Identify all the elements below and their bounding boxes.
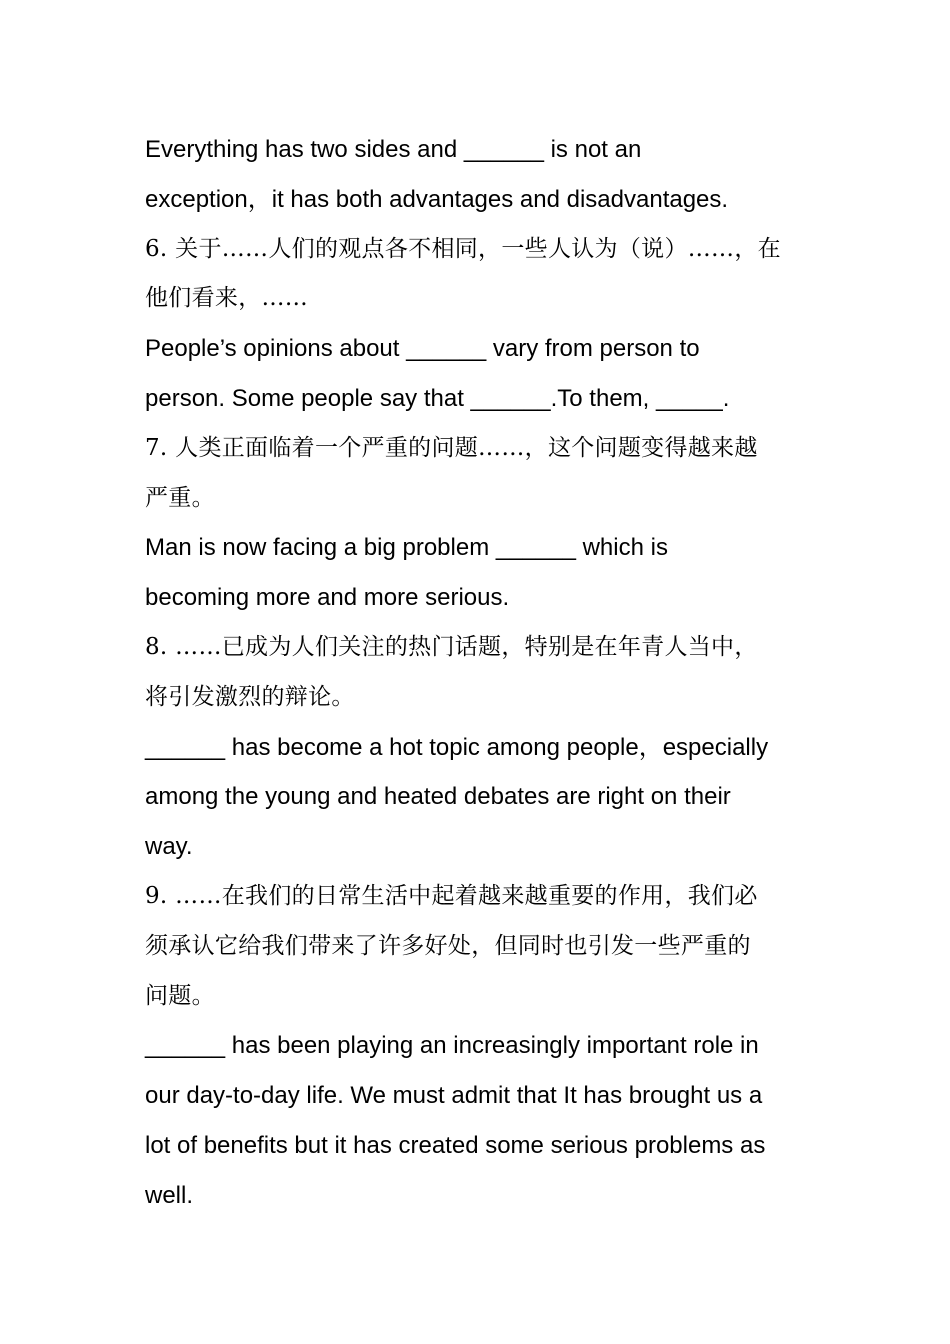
- text-line: lot of benefits but it has created some serious problems as: [145, 1131, 766, 1159]
- text-line: becoming more and more serious.: [145, 584, 510, 612]
- text-line: ______ has been playing an increasingly important role in: [145, 1032, 759, 1060]
- text-line: Everything has two sides and ______ is not an: [145, 136, 642, 163]
- text-line: exception，it has both advantages and disadvantages.: [145, 185, 729, 213]
- text-line: 9. ……在我们的日常生活中起着越来越重要的作用，我们必: [145, 882, 758, 909]
- text-line: 6. 关于……人们的观点各不相同，一些人认为（说）……，在: [145, 235, 781, 262]
- text-line: ______ has become a hot topic among people，especially: [145, 733, 769, 761]
- text-line: 8. ……已成为人们关注的热门话题，特别是在年青人当中，: [145, 633, 758, 660]
- text-line: Man is now facing a big problem ______ which is: [145, 534, 668, 562]
- text-line: way.: [145, 833, 193, 861]
- text-line: 严重。: [145, 484, 215, 511]
- text-line: 问题。: [145, 982, 215, 1009]
- text-line: 须承认它给我们带来了许多好处，但同时也引发一些严重的: [145, 932, 751, 959]
- text-line: 将引发激烈的辩论。: [145, 683, 355, 710]
- text-line: our day-to-day life. We must admit that It has brought us a: [145, 1082, 763, 1110]
- text-line: well.: [145, 1181, 194, 1209]
- text-line: among the young and heated debates are right on their: [145, 783, 731, 811]
- text-line: People’s opinions about ______ vary from person to: [145, 335, 700, 363]
- text-line: person. Some people say that ______.To them, _____.: [145, 384, 730, 412]
- document-page: [145, 125, 815, 1221]
- text-line: 他们看来，……: [145, 285, 309, 312]
- text-line: 7. 人类正面临着一个严重的问题……，这个问题变得越来越: [145, 434, 758, 461]
